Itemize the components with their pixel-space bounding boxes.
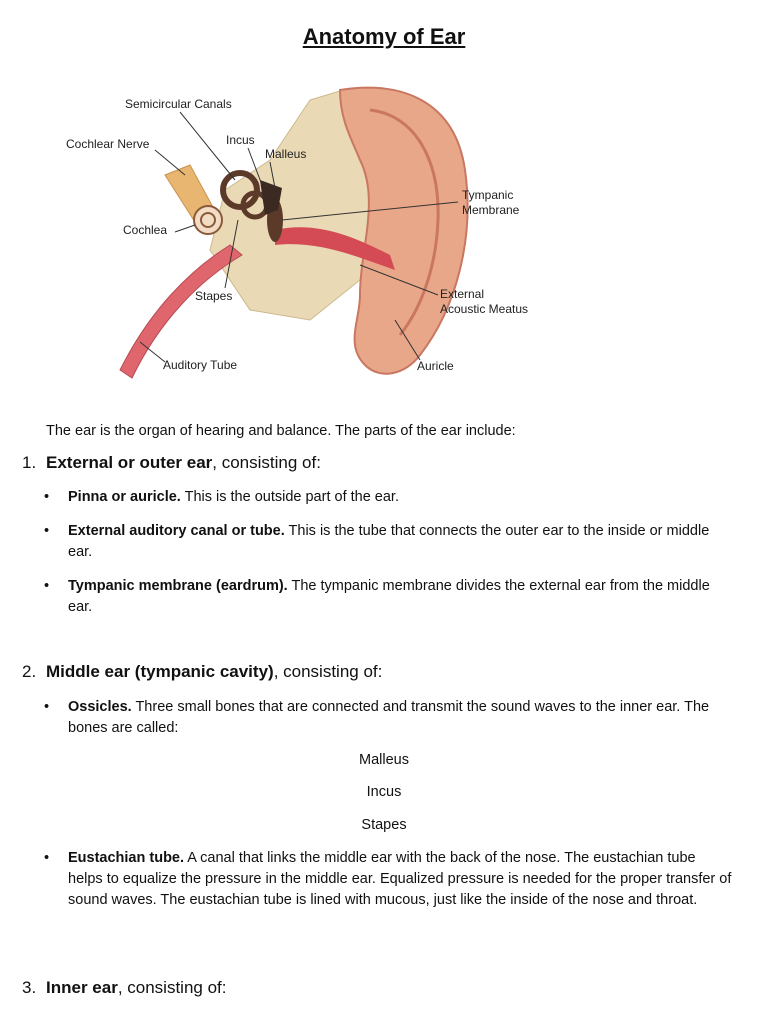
bullet-term: External auditory canal or tube. (68, 523, 285, 539)
label-acoustic-meatus: Acoustic Meatus (440, 302, 529, 316)
bullet-dot: • (44, 850, 50, 866)
section-1-number: 1. (22, 453, 37, 472)
bullet-term: Ossicles. (68, 699, 132, 715)
bone-name-stapes: Stapes (361, 817, 407, 833)
bullet-text: Three small bones that are connected and transmit the sound waves to the inner ear. The bones are called: (68, 699, 710, 736)
bullet-term: Pinna or auricle. (68, 489, 181, 505)
cochlea-shape (194, 206, 222, 234)
label-membrane: Membrane (462, 203, 520, 217)
bone-name-malleus: Malleus (359, 752, 409, 768)
label-auditory-tube: Auditory Tube (163, 358, 238, 372)
section-2-suffix: , consisting of: (273, 662, 383, 681)
bullet-text: The tympanic membrane divides the external ear from the middle ear. (68, 578, 710, 615)
section-1-title: External or outer ear (46, 453, 213, 472)
bullet-dot: • (44, 489, 50, 505)
intro-text: The ear is the organ of hearing and balance. The parts of the ear include: (46, 423, 516, 439)
section-2-number: 2. (22, 662, 37, 681)
bullet-text: This is the outside part of the ear. (180, 489, 399, 505)
bullet-dot: • (44, 578, 50, 594)
label-auricle: Auricle (417, 359, 454, 373)
label-tympanic: Tympanic (462, 188, 514, 202)
section-3-title: Inner ear (46, 978, 118, 997)
bullet-dot: • (44, 699, 50, 715)
list-item (44, 521, 734, 563)
section-3-number: 3. (22, 978, 37, 997)
list-item (44, 576, 734, 618)
page-title: Anatomy of Ear (302, 24, 466, 49)
section-1-suffix: , consisting of: (212, 453, 321, 472)
list-item (44, 848, 734, 911)
section-1-heading (22, 453, 321, 473)
ear-anatomy-figure (60, 80, 560, 400)
label-external: External (440, 287, 485, 301)
list-item (44, 697, 734, 739)
list-item (44, 487, 734, 508)
bullet-term: Tympanic membrane (eardrum). (68, 578, 288, 594)
label-cochlea: Cochlea (123, 223, 168, 237)
label-semicircular-canals: Semicircular Canals (125, 97, 232, 111)
bone-name-incus: Incus (366, 784, 402, 800)
label-incus: Incus (226, 133, 255, 147)
label-malleus: Malleus (265, 147, 307, 161)
ear-illustration (60, 80, 560, 400)
bullet-text: A canal that links the middle ear with the back of the nose. The eustachian tube helps to equalize the pressure in the middle ear. Equalized pressure is needed for the proper transfer of sound waves. The eustachian tube is lined with mucous, just like the inside of the nose and throat. (68, 850, 732, 908)
bullet-text: This is the tube that connects the outer ear to the inside or middle ear. (68, 523, 710, 560)
bullet-dot: • (44, 523, 50, 539)
section-3-suffix: , consisting of: (117, 978, 227, 997)
bullet-term: Eustachian tube. (68, 850, 185, 866)
label-stapes: Stapes (195, 289, 233, 303)
section-2-heading (22, 662, 382, 682)
section-3-heading (22, 978, 226, 998)
label-cochlear-nerve: Cochlear Nerve (66, 137, 150, 151)
section-2-title: Middle ear (tympanic cavity) (46, 662, 274, 681)
